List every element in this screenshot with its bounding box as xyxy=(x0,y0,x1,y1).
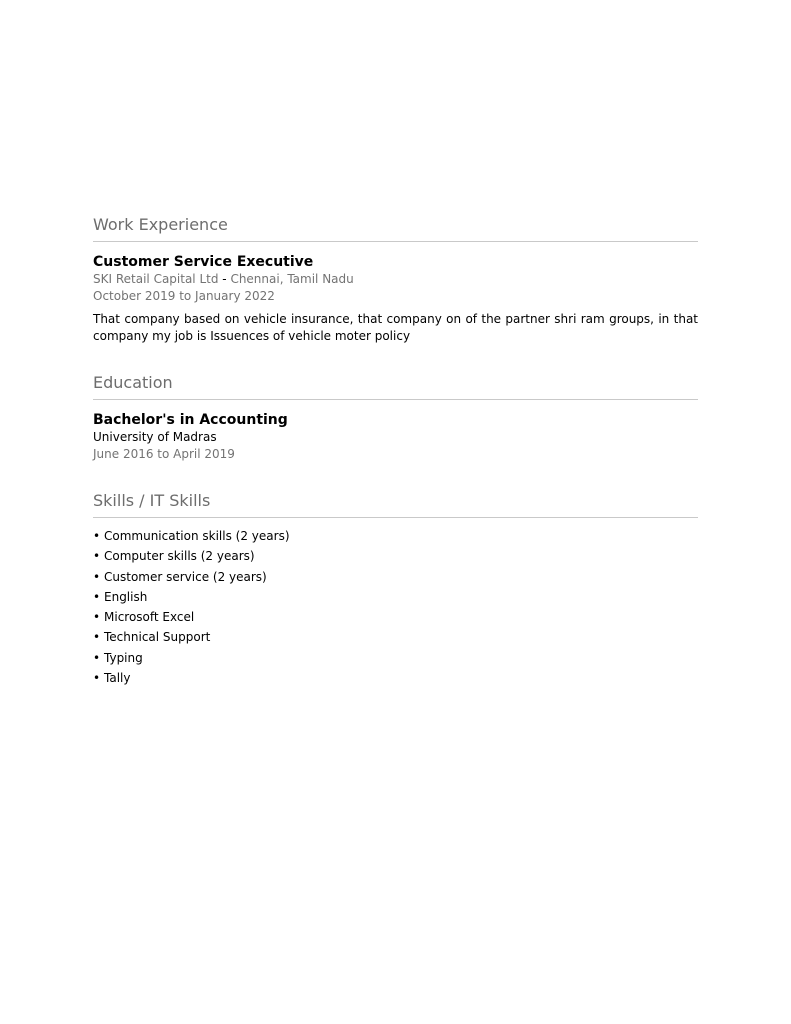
list-item xyxy=(93,627,698,647)
company-line xyxy=(93,271,698,288)
list-item xyxy=(93,648,698,668)
bullet: • xyxy=(93,529,101,543)
education-section xyxy=(93,372,698,463)
resume-page xyxy=(93,214,698,688)
school-name: University of Madras xyxy=(93,430,217,444)
skill-label: Communication skills (2 years) xyxy=(104,529,290,543)
job-dates: October 2019 to January 2022 xyxy=(93,289,275,303)
section-divider xyxy=(93,241,698,242)
degree-title: Bachelor's in Accounting xyxy=(93,412,288,428)
company-name: SKI Retail Capital Ltd xyxy=(93,272,219,286)
skill-label: Technical Support xyxy=(104,630,211,645)
bullet: • xyxy=(93,650,101,665)
job-location: Chennai, Tamil Nadu xyxy=(230,272,354,286)
skills-list xyxy=(93,526,698,688)
skill-label: Customer service (2 years) xyxy=(104,569,267,584)
section-divider xyxy=(93,399,698,400)
education-dates: June 2016 to April 2019 xyxy=(93,447,235,461)
job-description: That company based on vehicle insurance, that company on of the partner shri ram groups, in that company my job is Issuences of vehicle moter policy xyxy=(93,312,698,343)
bullet: • xyxy=(93,671,101,686)
company-location-separator: - xyxy=(218,272,231,286)
skill-label: English xyxy=(104,589,148,604)
bullet: • xyxy=(93,569,101,584)
list-item xyxy=(93,587,698,607)
skill-label: Typing xyxy=(104,650,143,665)
skills-heading: Skills / IT Skills xyxy=(93,491,211,510)
skill-label: Microsoft Excel xyxy=(104,610,195,625)
bullet: • xyxy=(93,549,101,564)
list-item xyxy=(93,546,698,566)
skills-section xyxy=(93,490,698,688)
list-item xyxy=(93,567,698,587)
job-title: Customer Service Executive xyxy=(93,254,314,270)
education-heading: Education xyxy=(93,373,173,392)
list-item xyxy=(93,668,698,688)
skill-label: Computer skills (2 years) xyxy=(104,549,255,564)
section-divider xyxy=(93,517,698,518)
list-item xyxy=(93,607,698,627)
list-item xyxy=(93,526,698,546)
work-experience-heading: Work Experience xyxy=(93,215,228,234)
bullet: • xyxy=(93,630,101,645)
bullet: • xyxy=(93,610,101,625)
skill-label: Tally xyxy=(104,671,131,686)
bullet: • xyxy=(93,589,101,604)
work-experience-section xyxy=(93,214,698,345)
